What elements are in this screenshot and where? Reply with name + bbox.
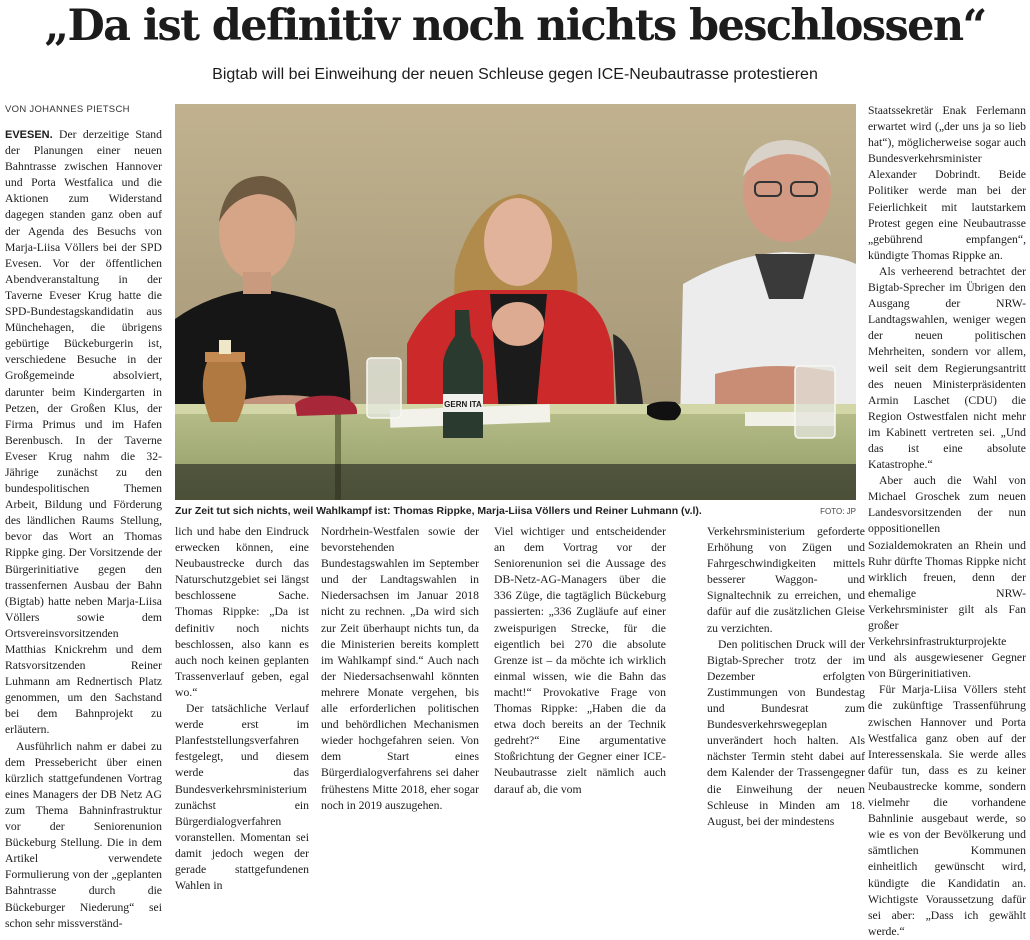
article-subheadline: Bigtab will bei Einweihung der neuen Schleuse gegen ICE-Neubautrasse protestieren [212, 66, 818, 83]
paragraph: Aber auch die Wahl von Michael Groschek zum neuen Landesvorsitzenden der nun oppositionellen Sozialdemokraten an Rhein und Ruhr dürfte Thomas Rippke nicht wirklich freuen, denn der ehemalige NRW-Verkehrsminister gilt als Fan großer Verkehrsinfrastrukturprojekte und als ausgewiesener Gegner von Bürgerinitiativen. [868, 474, 1026, 681]
photo-caption: Zur Zeit tut sich nichts, weil Wahlkampf ist: Thomas Rippke, Marja-Liisa Völlers und Reiner Luhmann (v.l). [175, 505, 702, 517]
byline: VON JOHANNES PIETSCH [5, 104, 130, 115]
water-glass-right [795, 366, 835, 438]
dateline: EVESEN. [5, 129, 53, 141]
paragraph: Der tatsächliche Verlauf werde erst im Planfeststellungsverfahren festgelegt, und diesem werde das Bundesverkehrsministerium zunächst ein Bürgerdialogverfahren voranstellen. Momentan sei damit jedoch wegen der gerade stattgefundenen Wahlen in [175, 702, 309, 893]
article-headline: „Da ist definitiv noch nichts beschlossen“ [44, 1, 986, 51]
article-column-3 [321, 524, 479, 812]
article-column-4 [494, 524, 666, 796]
article-photo [175, 104, 856, 500]
paragraph: lich und habe den Eindruck erwecken können, eine Neubaustrecke durch das Naturschutzgebiet sei längst beschlossene Sache. Thomas Rippke: „Da ist definitiv noch nichts beschlossen, also kann es auch noch keinen geplanten Trassenverlauf geben, egal wo.“ [175, 525, 309, 699]
photo-credit: FOTO: JP [820, 507, 856, 516]
article-column-2 [175, 524, 309, 893]
paragraph-text: Der derzeitige Stand der Planungen einer neuen Bahntrasse zwischen Hannover und Porta Westfalica und die Aktionen zum Widerstand dagegen standen ganz oben auf der Agenda des Besuchs von Marja-Liisa Völlers bei der SPD Evesen. Vor der öffentlichen Abendveranstaltung in der Taverne Eveser Krug hatte die SPD-Bundestagskandidatin aus Münchehagen, die übrigens gebürtige Bückeburgerin ist, verschiedene Besuche in der Großgemeinde absolviert, darunter beim Kindergarten in Petzen, der Großen Klus, der Firma Primus und im Hafen Berenbusch. In der Taverne Eveser Krug nahm die 32-Jährige zunächst zu den bundespolitischen Themen Arbeit, Bildung und Förderung des ländlichen Raums Stellung, bevor das Wort an Thomas Rippke ging. Der Vorsitzende der Bürgerinitiative gegen den trassenfernen Ausbau der Bahn (Bigtab) hatte neben Marja-Liisa Völlers sowie dem Ortsvereinsvorsitzenden Matthias Knickrehm und dem Ratsvorsitzenden Reiner Luhmann am Rednertisch Platz genommen, um den Sachstand bei dem Bahnprojekt zu erläutern. [5, 128, 162, 737]
paragraph: Nordrhein-Westfalen sowie der bevorstehenden Bundestagswahlen im September und der Landtagswahlen in Niedersachsen im Januar 2018 nicht zu rechnen. „Da wird sich zur Zeit überhaupt nichts tun, da die Ministerien bereits komplett im Wahlkampf sind.“ Auch nach der Niedersachsenwahl könnten mehrere Monate vergehen, bis alle erforderlichen politischen und behördlichen Mechanismen wieder hochgefahren seien. Von dem Start eines Bürgerdialogverfahrens sei daher frühestens Mitte 2018, eher sogar noch in 2019 auszugehen. [321, 525, 479, 812]
paragraph: Viel wichtiger und entscheidender an dem Vortrag vor der Seniorenunion sei die Aussage des DB-Netz-AG-Managers über die 336 Züge, die tagtäglich Bückeburg passierten: „336 Zugläufe auf einer zweispurigen Strecke, für die eigentlich bei 270 die absolute Grenze ist – da möchte ich wirklich einmal wissen, wie die Bahn das macht!“ Provokative Frage von Thomas Rippke: „Haben die da etwa doch bereits an der Technik gedreht?“ Eine argumentative Stoßrichtung der Gegner einer ICE-Neubautrasse zielt nämlich auch darauf ab, die vom [494, 525, 666, 796]
paragraph: Verkehrsministerium geforderte Erhöhung von Zügen und Fahrgeschwindigkeiten mittels besserer Waggon- und Signaltechnik zu erreichen, und dafür auf die zusätzlichen Gleise zu verzichten. [707, 525, 865, 635]
paragraph: Ausführlich nahm er dabei zu dem Pressebericht über einen kürzlich stattgefundenen Vortrag eines Managers der DB Netz AG zum Thema Bahninfrastruktur vor der Seniorenunion Bückeburg Stellung. Die in dem Artikel verwendete Formulierung von der „geplanten Bahntrasse durch die Bückeburger Niederung“ sei schon sehr missverständ- [5, 739, 162, 930]
paragraph: Als verheerend betrachtet der Bigtab-Sprecher im Übrigen den Ausgang der NRW-Landtagswahlen, weniger wegen der neuen politischen Mehrheiten, sondern vor allem, weil seit dem Regierungsantritt des neuen Ministerpräsidenten Armin Laschet (CDU) die Region Ostwestfalen nicht mehr im Kabinett vertreten sei. „Und das ist eine absolute Katastrophe.“ [868, 264, 1026, 472]
paragraph: Für Marja-Liisa Völlers steht die zukünftige Trassenführung zwischen Hannover und Porta Westfalica ganz oben auf der Interessenskala. Sie werde alles dafür tun, dass es zu keiner Neubaustrecke komme, sondern vielmehr die vorhandene Bahnlinie ausgebaut werde, so wie es von der Bevölkerung und sämtlichen Kommunen einheitlich gewünscht wird, kündigte die Kandidatin an. Wichtigste Voraussetzung dafür sei aber: „Dass ich gewählt werde.“ [868, 683, 1026, 938]
bottle-label: GERN ITA [444, 400, 482, 409]
water-glass-left [367, 358, 401, 418]
article-column-6 [868, 103, 1026, 938]
paragraph [5, 127, 162, 739]
article-column-5 [707, 524, 865, 828]
paragraph: Den politischen Druck will der Bigtab-Sprecher trotz der im Dezember erfolgten Zustimmungen von Bundestag und Bundesrat zum Bundesverkehrswegeplan unverändert hoch halten. Als nächster Termin steht dabei auf dem Kalender der Trassengegner die Einweihung der neuen Schleuse in Minden am 18. August, bei der mindestens [707, 637, 865, 828]
candle-holder [203, 340, 246, 422]
article-column-1 [5, 127, 162, 930]
photo-caption-row [175, 503, 856, 521]
photo-illustration [175, 104, 856, 500]
paragraph: Staatssekretär Enak Ferlemann erwartet wird („der uns ja so lieb hat“), möglicherweise sogar auch Bundesverkehrsminister Alexander Dobrindt. Beide Politiker werde man bei der Feierlichkeit mit lautstarkem Protest gegen eine Neubautrasse „gebührend empfangen“, kündigte Thomas Rippke an. [868, 104, 1026, 262]
